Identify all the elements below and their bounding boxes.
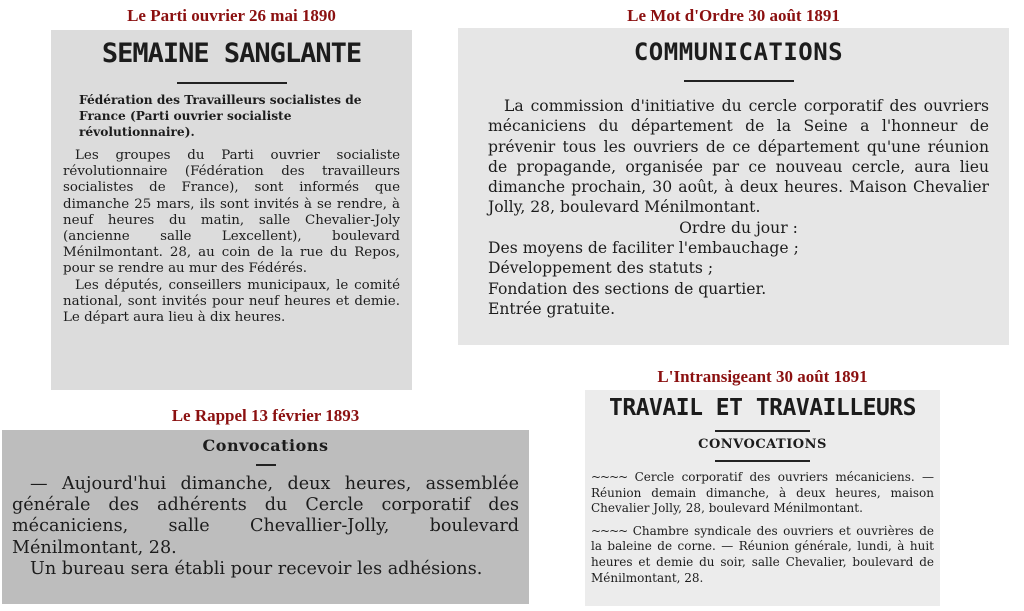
agenda-item: Fondation des sections de quartier. <box>488 279 767 298</box>
agenda-item: Développement des statuts ; <box>488 259 714 278</box>
divider <box>684 80 794 82</box>
clipping-body <box>488 96 989 319</box>
divider <box>715 460 810 462</box>
clipping-paragraph <box>591 524 934 586</box>
clipping-headline: SEMAINE SANGLANTE <box>101 38 362 69</box>
clipping-rappel <box>2 430 529 604</box>
convocation-text: Cercle corporatif des ouvriers mécaniciens. — Réunion demain dimanche, à deux heures, maison Chevalier Jolly, 28, boulevard Ménilmontant. <box>591 470 934 516</box>
clipping-paragraph: — Aujourd'hui dimanche, deux heures, assemblée générale des adhérents du Cercle corporatif des mécaniciens, salle Chevallier-Jolly, boulevard Ménilmontant, 28. <box>12 474 519 558</box>
clipping-paragraph <box>591 470 934 517</box>
ornament-dash: ~~~~ <box>591 470 628 484</box>
convocation-text: Chambre syndicale des ouvriers et ouvrières de la baleine de corne. — Réunion générale, lundi, à huit heures et demie du soir, salle Chevalier, boulevard de Ménilmontant, 28. <box>591 523 934 585</box>
clipping-headline: Convocations <box>202 436 329 455</box>
clipping-mot-d-ordre <box>458 28 1009 345</box>
clipping-headline: TRAVAIL ET TRAVAILLEURS <box>609 395 916 421</box>
clipping-subhead: Fédération des Travailleurs socialistes de France (Parti ouvrier socialiste révolutionnaire). <box>79 93 362 139</box>
caption-mot-d-ordre: Le Mot d'Ordre 30 août 1891 <box>627 6 840 25</box>
agenda-item: Des moyens de faciliter l'embauchage ; <box>488 239 799 258</box>
clipping-body <box>12 474 519 580</box>
agenda-item: Entrée gratuite. <box>488 299 616 318</box>
clipping-paragraph: Les députés, conseillers municipaux, le comité national, sont invités pour neuf heures et demie. Le départ aura lieu à dix heures. <box>63 277 400 326</box>
clipping-body <box>591 470 934 586</box>
caption-intransigeant: L'Intransigeant 30 août 1891 <box>657 367 868 386</box>
caption-rappel: Le Rappel 13 février 1893 <box>171 406 360 425</box>
clipping-parti-ouvrier <box>51 30 412 390</box>
clipping-paragraph: La commission d'initiative du cercle corporatif des ouvriers mécaniciens du département de la Seine a l'honneur de prévenir tous les ouvriers de ce département qu'une réunion de propagande, organisée par ce nouveau cercle, aura lieu dimanche prochain, 30 août, à deux heures. Maison Chevalier Jolly, 28, boulevard Ménilmontant. <box>488 97 989 217</box>
clipping-body <box>63 148 400 326</box>
ornament-dash: ~~~~ <box>591 523 628 538</box>
clipping-paragraph: Un bureau sera établi pour recevoir les adhésions. <box>30 558 483 579</box>
clipping-headline: COMMUNICATIONS <box>633 38 844 66</box>
clipping-paragraph: Les groupes du Parti ouvrier socialiste révolutionnaire (Fédération des travailleurs socialistes de France), sont informés que dimanche 25 mars, ils sont invités à se rendre, à neuf heures du matin, salle Chevalier-Joly (ancienne salle Lexcellent), boulevard Ménilmontant. 28, au coin de la rue du Repos, pour se rendre au mur des Fédérés. <box>63 148 400 277</box>
caption-parti-ouvrier: Le Parti ouvrier 26 mai 1890 <box>127 6 336 25</box>
clipping-intransigeant <box>585 390 940 606</box>
clipping-subhead: CONVOCATIONS <box>698 437 827 452</box>
divider <box>256 464 276 466</box>
agenda-title: Ordre du jour : <box>679 218 798 237</box>
divider <box>715 430 810 432</box>
divider <box>177 82 287 84</box>
